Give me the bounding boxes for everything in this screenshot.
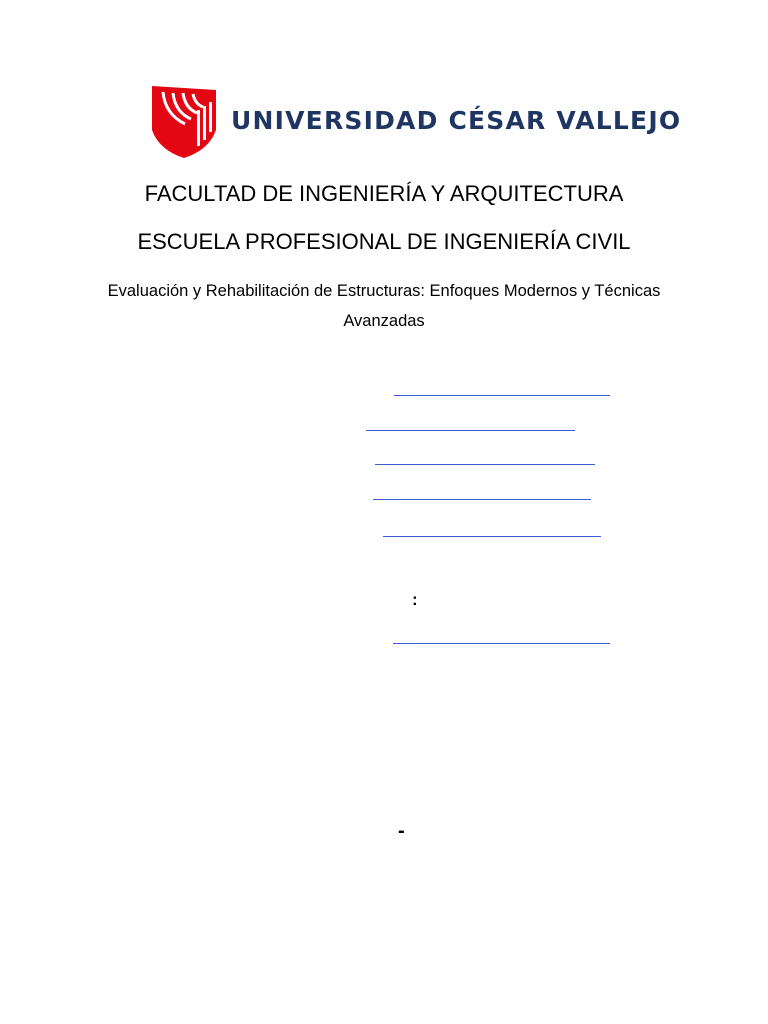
dash-mark: -	[398, 820, 405, 842]
colon-mark: :	[412, 590, 418, 609]
blank-line-5	[383, 536, 601, 537]
blank-line-3	[375, 464, 595, 465]
faculty-title: FACULTAD DE INGENIERÍA Y ARQUITECTURA	[144, 181, 624, 206]
blank-line-6	[393, 643, 610, 644]
blank-line-4	[373, 499, 591, 500]
university-logo	[151, 84, 682, 160]
blank-line-1	[394, 395, 610, 396]
school-title: ESCUELA PROFESIONAL DE INGENIERÍA CIVIL	[137, 229, 631, 254]
ucv-shield-icon	[151, 84, 217, 160]
document-subtitle: Evaluación y Rehabilitación de Estructuras: Enfoques Modernos y Técnicas Avanzadas	[107, 282, 661, 330]
blank-line-2	[366, 430, 575, 431]
university-name: UNIVERSIDAD CÉSAR VALLEJO	[231, 106, 682, 135]
